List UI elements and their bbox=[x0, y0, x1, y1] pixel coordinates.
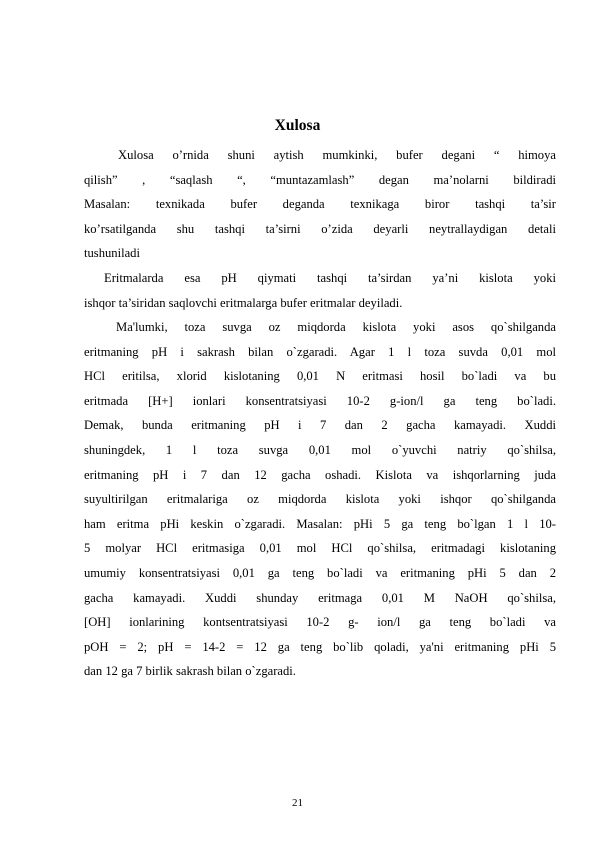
text-line: Ma'lumki, toza suvga oz miqdorda kislota yoki asos qo`shilganda bbox=[116, 320, 556, 334]
paragraph-ph-example bbox=[84, 315, 556, 684]
text-line: Eritmalarda esa pH qiymati tashqi ta’sirdan ya’ni kislota yoki bbox=[104, 271, 556, 285]
text-line: 5 molyar HCl eritmasiga 0,01 mol HCl qo`shilsa, eritmadagi kislotaning bbox=[84, 541, 556, 556]
text-line: ko’rsatilganda shu tashqi ta’sirni o’zida deyarli neytrallaydigan detali bbox=[84, 221, 556, 236]
text-line: qilish” , “saqlash “, “muntazamlash” degan ma’nolarni bildiradi bbox=[84, 172, 556, 187]
paragraph-buffer-solutions bbox=[84, 266, 556, 315]
text-line: gacha kamayadi. Xuddi shunday eritmaga 0,01 M NaOH qo`shilsa, bbox=[84, 590, 556, 605]
text-line: eritmaning pH i sakrash bilan o`zgaradi. Agar 1 l toza suvda 0,01 mol bbox=[84, 344, 556, 359]
text-line: tushuniladi bbox=[84, 246, 140, 261]
text-line: umumiy konsentratsiyasi 0,01 ga teng bo`ladi va eritmaning pHi 5 dan 2 bbox=[84, 565, 556, 580]
text-line: suyultirilgan eritmalariga oz miqdorda kislota yoki ishqor qo`shilganda bbox=[84, 492, 556, 507]
text-line: [OH] ionlarining kontsentratsiyasi 10-2 g- ion/l ga teng bo`ladi va bbox=[84, 615, 556, 630]
text-line: shuningdek, 1 l toza suvga 0,01 mol o`yuvchi natriy qo`shilsa, bbox=[84, 442, 556, 457]
text-line: Demak, bunda eritmaning pH i 7 dan 2 gacha kamayadi. Xuddi bbox=[84, 418, 556, 433]
text-line: ishqor ta’siridan saqlovchi eritmalarga bufer eritmalar deyiladi. bbox=[84, 295, 403, 310]
text-line: dan 12 ga 7 birlik sakrash bilan o`zgaradi. bbox=[84, 664, 296, 679]
paragraph-buffer-definition bbox=[84, 143, 556, 266]
text-line: eritmaning pH i 7 dan 12 gacha oshadi. Kislota va ishqorlarning juda bbox=[84, 467, 556, 482]
page-number: 21 bbox=[292, 797, 303, 809]
text-line: Xulosa o’rnida shuni aytish mumkinki, bufer degani “ himoya bbox=[118, 148, 556, 162]
text-line: HCl eritilsa, xlorid kislotaning 0,01 N eritmasi hosil bo`ladi va bu bbox=[84, 369, 556, 384]
section-title: Xulosa bbox=[274, 117, 321, 134]
text-line: pOH = 2; pH = 14-2 = 12 ga teng bo`lib qoladi, ya'ni eritmaning pHi 5 bbox=[84, 639, 556, 654]
text-line: ham eritma pHi keskin o`zgaradi. Masalan: pHi 5 ga teng bo`lgan 1 l 10- bbox=[84, 516, 556, 531]
text-line: eritmada [H+] ionlari konsentratsiyasi 10-2 g-ion/l ga teng bo`ladi. bbox=[84, 393, 556, 408]
text-line: Masalan: texnikada bufer deganda texnikaga biror tashqi ta’sir bbox=[84, 197, 556, 212]
